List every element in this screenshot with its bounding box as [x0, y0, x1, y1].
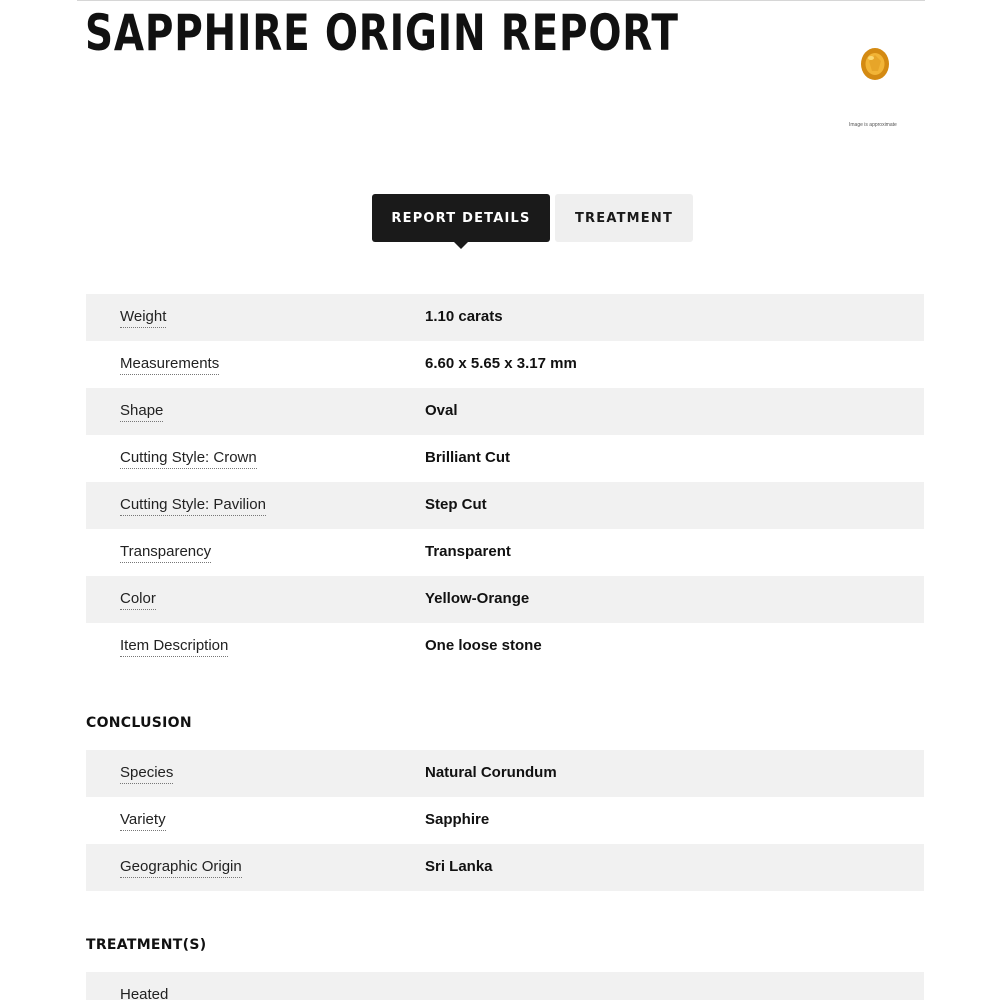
table-row [86, 435, 924, 482]
row-label[interactable]: Transparency [120, 543, 211, 563]
row-label[interactable]: Species [120, 764, 173, 784]
table-row [86, 341, 924, 388]
table-row [86, 529, 924, 576]
table-row [86, 797, 924, 844]
table-row [86, 482, 924, 529]
table-row [86, 844, 924, 891]
top-divider [77, 0, 925, 1]
row-label[interactable]: Geographic Origin [120, 858, 242, 878]
row-label[interactable]: Heated [120, 986, 168, 1000]
stone-image[interactable] [860, 47, 890, 81]
row-label[interactable]: Measurements [120, 355, 219, 375]
table-row [86, 972, 924, 1000]
table-row [86, 294, 924, 341]
row-value: One loose stone [425, 637, 542, 654]
row-value: Step Cut [425, 496, 487, 513]
conclusion-heading: CONCLUSION [86, 715, 192, 731]
row-label[interactable]: Item Description [120, 637, 228, 657]
row-label[interactable]: Cutting Style: Crown [120, 449, 257, 469]
row-value: Sapphire [425, 811, 490, 828]
row-value: 1.10 carats [425, 308, 503, 325]
row-label[interactable]: Cutting Style: Pavilion [120, 496, 266, 516]
row-value: Transparent [425, 543, 511, 560]
table-row [86, 388, 924, 435]
row-value: Yellow-Orange [425, 590, 530, 607]
image-disclaimer: Image is approximate [849, 122, 897, 128]
tab-report-details[interactable]: REPORT DETAILS [372, 194, 550, 242]
page-title: SAPPHIRE ORIGIN REPORT [85, 4, 679, 62]
treatments-table [86, 972, 924, 1000]
tab-treatment[interactable]: TREATMENT [555, 194, 693, 242]
row-value: Sri Lanka [425, 858, 493, 875]
table-row [86, 750, 924, 797]
row-value: Oval [425, 402, 458, 419]
row-value: Brilliant Cut [425, 449, 510, 466]
gemstone-icon [860, 47, 890, 81]
treatments-heading: TREATMENT(S) [86, 937, 207, 953]
row-value: Natural Corundum [425, 764, 557, 781]
row-label[interactable]: Shape [120, 402, 163, 422]
table-row [86, 623, 924, 670]
conclusion-table [86, 750, 924, 891]
row-label[interactable]: Variety [120, 811, 166, 831]
table-row [86, 576, 924, 623]
row-label[interactable]: Weight [120, 308, 166, 328]
row-label[interactable]: Color [120, 590, 156, 610]
report-details-table [86, 294, 924, 670]
row-value: 6.60 x 5.65 x 3.17 mm [425, 355, 577, 372]
